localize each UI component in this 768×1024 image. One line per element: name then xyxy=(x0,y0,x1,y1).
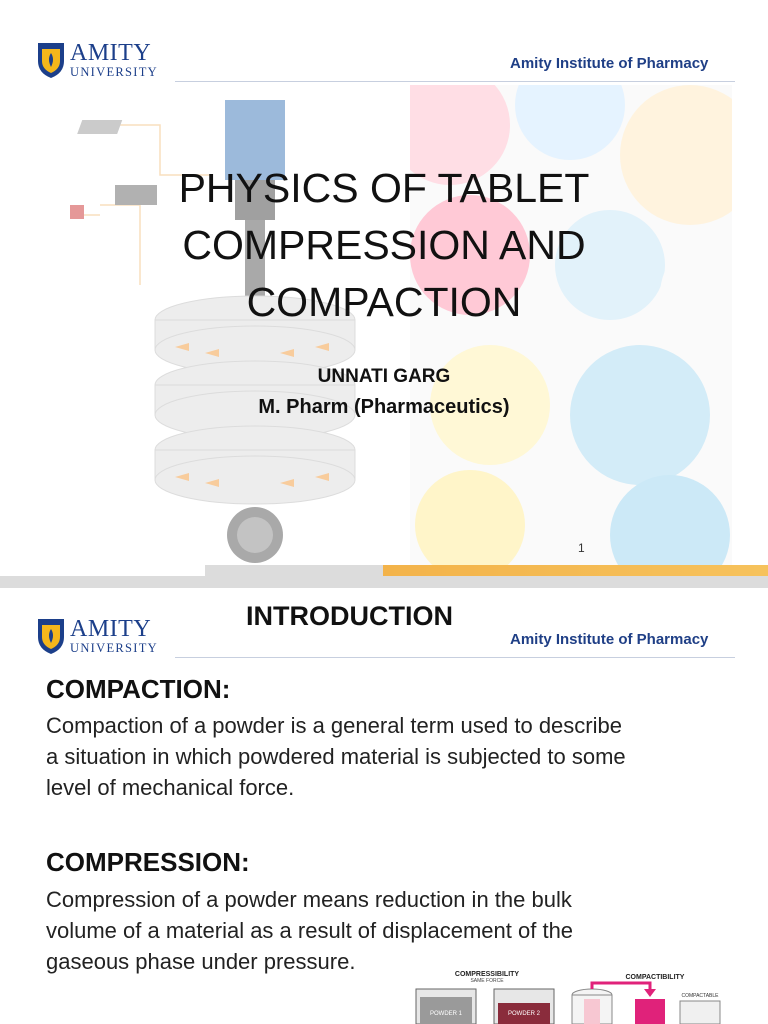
page-number: 1 xyxy=(578,541,585,555)
compactibility-label: COMPACTIBILITY xyxy=(625,974,685,981)
amity-shield-icon xyxy=(36,41,66,79)
compactibility-diagram xyxy=(570,969,735,1024)
compaction-heading: COMPACTION: xyxy=(46,674,231,704)
compaction-definition xyxy=(46,710,736,803)
footer-bar-orange xyxy=(383,565,768,576)
slide-title: INTRODUCTION xyxy=(246,601,453,631)
amity-shield-icon xyxy=(36,617,66,655)
body-line: gaseous phase under pressure. xyxy=(46,949,356,974)
logo-subtitle: UNIVERSITY xyxy=(70,641,158,656)
amity-logo xyxy=(36,41,158,79)
slide-title xyxy=(40,160,728,331)
body-line: volume of a material as a result of displacement of the xyxy=(46,918,574,943)
compression-heading: COMPRESSION: xyxy=(46,847,250,877)
title-line-2: COMPRESSION AND xyxy=(182,222,586,268)
logo-name: AMITY xyxy=(70,616,152,643)
header-divider xyxy=(175,657,735,658)
slide-separator xyxy=(0,576,768,588)
logo-subtitle: UNIVERSITY xyxy=(70,65,158,80)
body-line: level of mechanical force. xyxy=(46,775,295,800)
introduction-slide xyxy=(0,588,768,1024)
compactable-label: COMPACTABLE xyxy=(681,993,719,999)
institute-name: Amity Institute of Pharmacy xyxy=(510,631,709,648)
title-line-3: COMPACTION xyxy=(246,279,522,325)
institute-name: Amity Institute of Pharmacy xyxy=(510,55,709,72)
powder1-label: POWDER 1 xyxy=(429,1011,463,1017)
body-line: a situation in which powdered material is subjected to some xyxy=(46,744,626,769)
author-degree: M. Pharm (Pharmaceutics) xyxy=(258,396,510,418)
body-line: Compaction of a powder is a general term used to describe xyxy=(46,713,622,738)
compression-definition xyxy=(46,884,736,977)
title-line-1: PHYSICS OF TABLET xyxy=(178,165,590,211)
footer-bar-gray xyxy=(205,565,383,576)
compressibility-label: COMPRESSIBILITY xyxy=(454,971,520,978)
powder2-label: POWDER 2 xyxy=(507,1011,541,1017)
logo-name: AMITY xyxy=(70,40,152,67)
header-divider xyxy=(175,81,735,82)
compressibility-diagram xyxy=(412,969,562,1024)
same-force-label: SAME FORCE xyxy=(470,978,504,984)
amity-logo xyxy=(36,617,158,655)
author-name: UNNATI GARG xyxy=(317,366,451,387)
body-line: Compression of a powder means reduction in the bulk xyxy=(46,887,572,912)
